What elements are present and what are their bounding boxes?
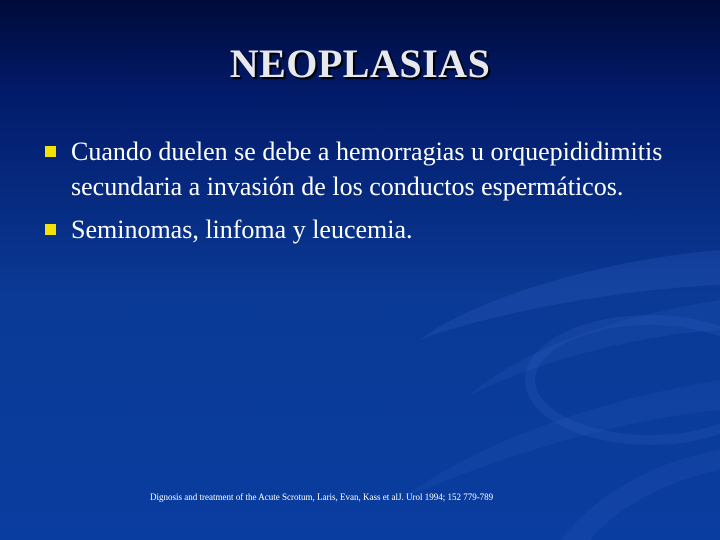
square-bullet-icon bbox=[45, 224, 56, 235]
bullet-item bbox=[44, 212, 674, 247]
bullet-list bbox=[44, 134, 674, 255]
bullet-text: Cuando duelen se debe a hemorragias u orquepididimitis secundaria a invasión de los conductos espermáticos. bbox=[71, 137, 663, 201]
citation-footnote: Dignosis and treatment of the Acute Scrotum, Laris, Evan, Kass et alJ. Urol 1994; 152 779-789 bbox=[150, 492, 494, 502]
bullet-text: Seminomas, linfoma y leucemia. bbox=[71, 215, 413, 244]
square-bullet-icon bbox=[45, 146, 56, 157]
slide-title: NEOPLASIAS bbox=[229, 41, 491, 86]
bullet-item bbox=[44, 134, 674, 204]
